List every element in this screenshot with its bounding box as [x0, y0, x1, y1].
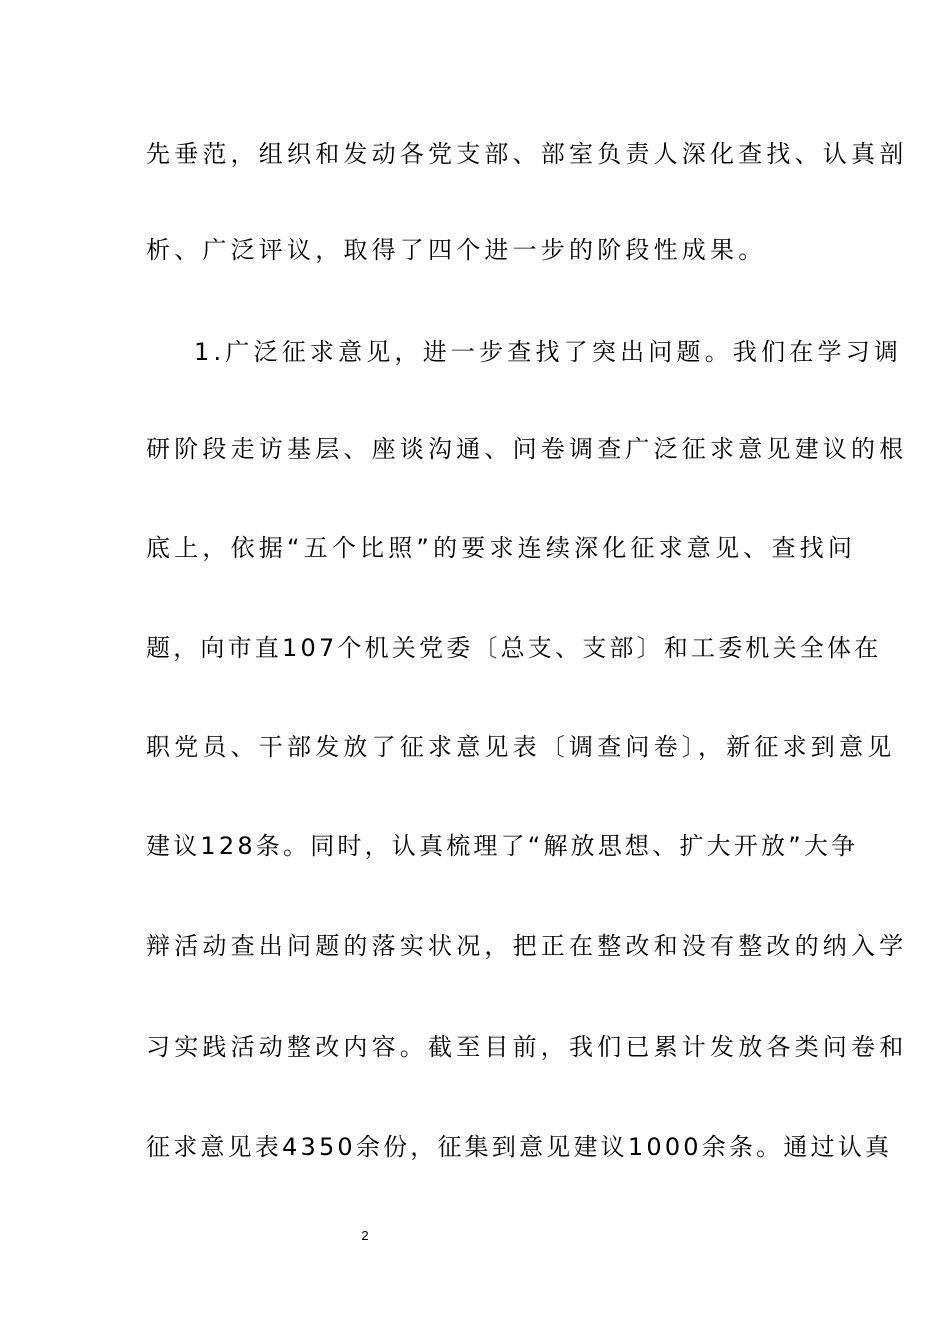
- page-number: 2: [361, 1228, 369, 1243]
- text-line-10: 习实践活动整改内容。截至目前，我们已累计发放各类问卷和: [146, 1033, 908, 1061]
- text-line-4: 研阶段走访基层、座谈沟通、问卷调查广泛征求意见建议的根: [146, 435, 908, 463]
- text-line-1: 先垂范，组织和发动各党支部、部室负责人深化查找、认真剖: [146, 140, 908, 168]
- text-line-7: 职党员、干部发放了征求意见表〔调查问卷〕，新征求到意见: [146, 733, 896, 761]
- text-line-2: 析、广泛评议，取得了四个进一步的阶段性成果。: [146, 236, 767, 264]
- text-line-6: 题，向市直107个机关党委〔总支、支部〕和工委机关全体在: [146, 634, 882, 662]
- text-line-5: 底上，依据“五个比照”的要求连续深化征求意见、查找问: [146, 534, 857, 562]
- text-line-8: 建议128条。同时，认真梳理了“解放思想、扩大开放”大争: [146, 832, 859, 860]
- text-line-11: 征求意见表4350余份，征集到意见建议1000余条。通过认真: [146, 1133, 893, 1161]
- text-line-3: 1.广泛征求意见，进一步查找了突出问题。我们在学习调: [194, 338, 903, 366]
- text-line-9: 辩活动查出问题的落实状况，把正在整改和没有整改的纳入学: [146, 932, 908, 960]
